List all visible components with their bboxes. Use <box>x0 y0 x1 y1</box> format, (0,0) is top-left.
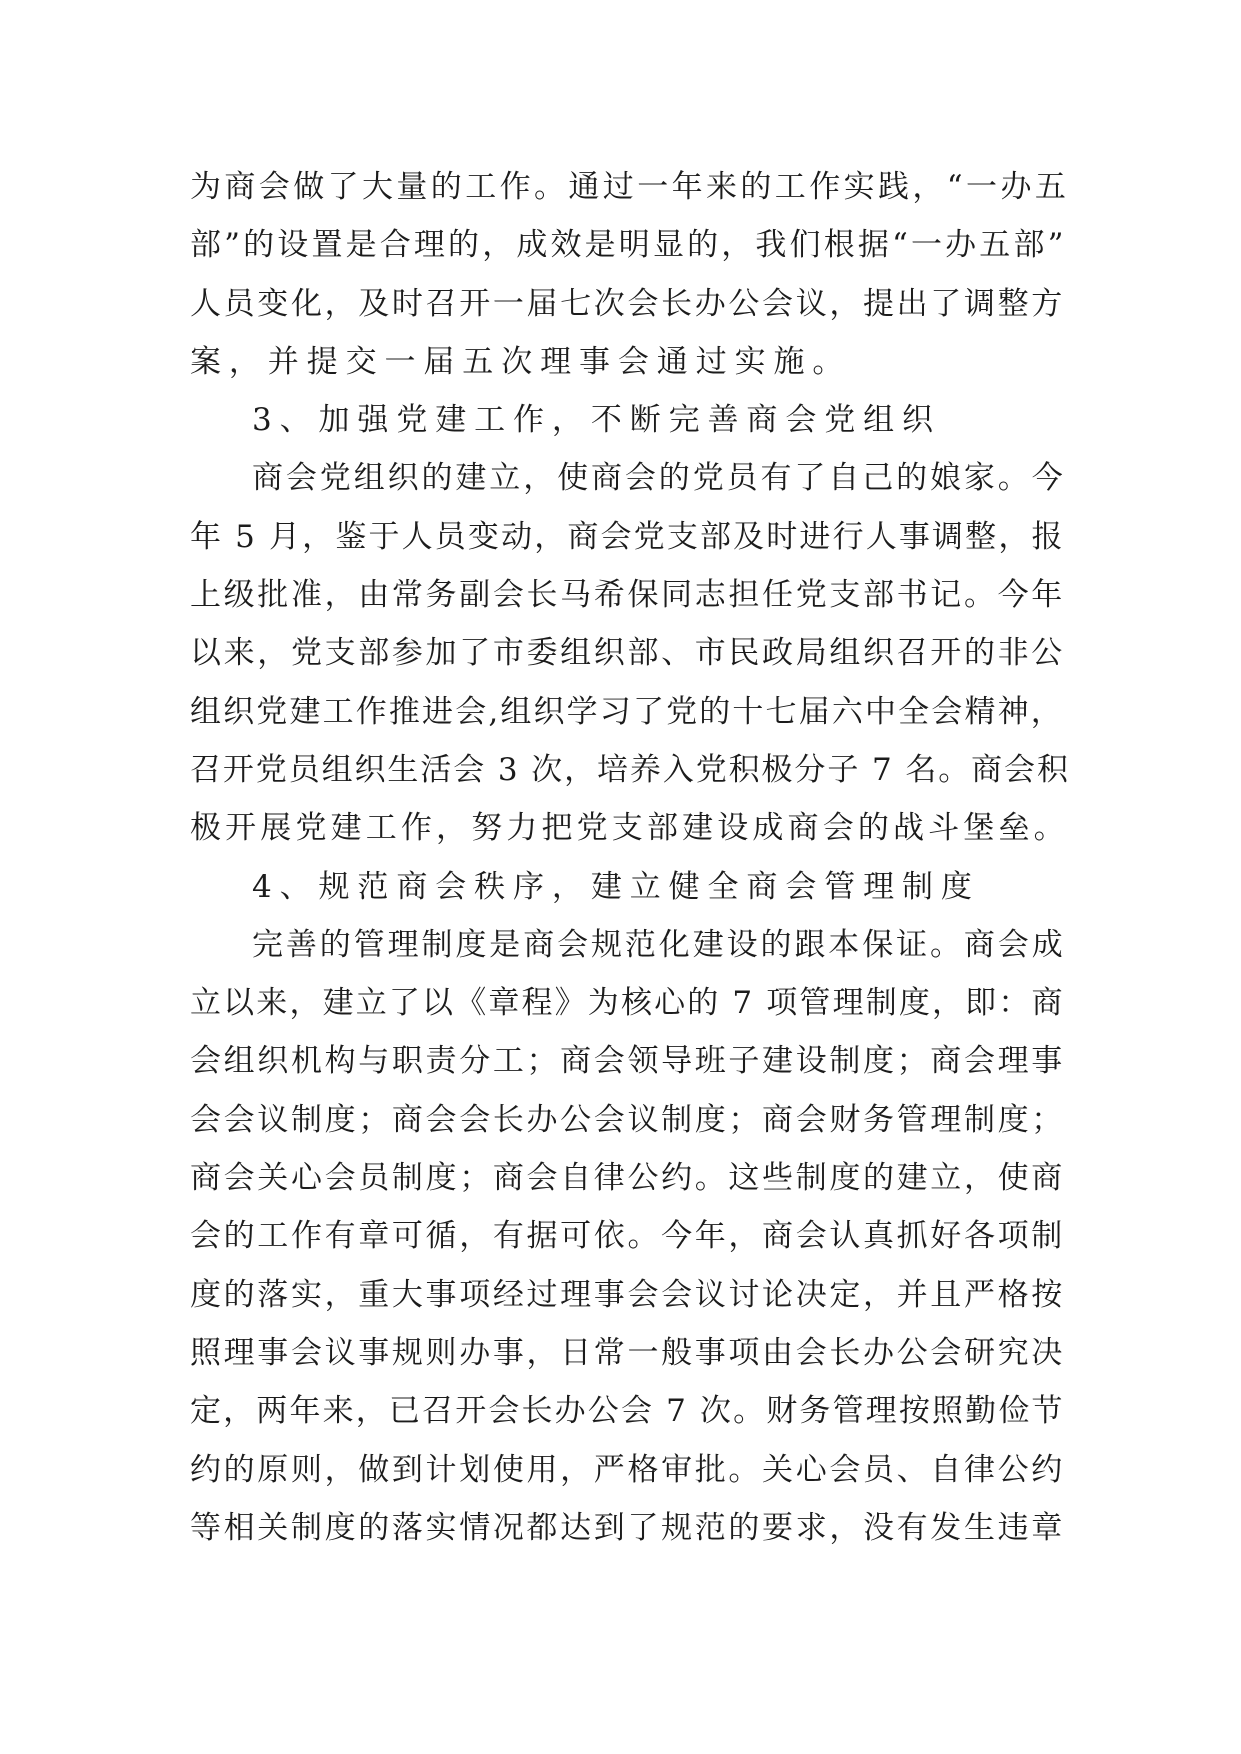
text-line: 年 5 月，鉴于人员变动，商会党支部及时进行人事调整，报 <box>190 518 1065 555</box>
text-line: 极开展党建工作，努力把党支部建设成商会的战斗堡垒。 <box>190 810 1069 847</box>
text-line: 商会关心会员制度；商会自律公约。这些制度的建立，使商 <box>190 1160 1065 1197</box>
paragraph-start: 商会党组织的建立，使商会的党员有了自己的娘家。今 <box>252 460 1066 497</box>
section-heading-3: 3、加强党建工作，不断完善商会党组织 <box>252 402 941 439</box>
text-line: 会组织机构与职责分工；商会领导班子建设制度；商会理事 <box>190 1043 1065 1080</box>
text-line: 上级批准，由常务副会长马希保同志担任党支部书记。今年 <box>190 577 1065 614</box>
text-line: 会的工作有章可循，有据可依。今年，商会认真抓好各项制 <box>190 1218 1065 1255</box>
text-line: 为商会做了大量的工作。通过一年来的工作实践，“一办五 <box>190 169 1070 205</box>
text-line: 等相关制度的落实情况都达到了规范的要求，没有发生违章 <box>190 1509 1065 1546</box>
text-line: 定，两年来，已召开会长办公会 7 次。财务管理按照勤俭节 <box>190 1393 1065 1430</box>
paragraph-start: 完善的管理制度是商会规范化建设的跟本保证。商会成 <box>252 926 1066 963</box>
text-line: 部”的设置是合理的，成效是明显的，我们根据“一办五部” <box>190 227 1067 264</box>
section-heading-4: 4、规范商会秩序，建立健全商会管理制度 <box>252 868 980 905</box>
text-line: 约的原则，做到计划使用，严格审批。关心会员、自律公约 <box>190 1451 1065 1488</box>
text-line: 案，并提交一届五次理事会通过实施。 <box>190 343 852 380</box>
text-line: 会会议制度；商会会长办公会议制度；商会财务管理制度； <box>190 1101 1065 1138</box>
document-body <box>190 158 1070 1557</box>
text-line: 照理事会议事规则办事，日常一般事项由会长办公会研究决 <box>190 1334 1065 1371</box>
text-line: 召开党员组织生活会 3 次，培养入党积极分子 7 名。商会积 <box>190 751 1070 788</box>
text-line: 组织党建工作推进会,组织学习了党的十七届六中全会精神， <box>190 693 1064 730</box>
text-line: 人员变化，及时召开一届七次会长办公会议，提出了调整方 <box>190 285 1065 322</box>
text-line: 以来，党支部参加了市委组织部、市民政局组织召开的非公 <box>190 635 1065 672</box>
text-line: 度的落实，重大事项经过理事会会议讨论决定，并且严格按 <box>190 1276 1065 1313</box>
text-line: 立以来，建立了以《章程》为核心的 7 项管理制度，即：商 <box>190 985 1065 1022</box>
